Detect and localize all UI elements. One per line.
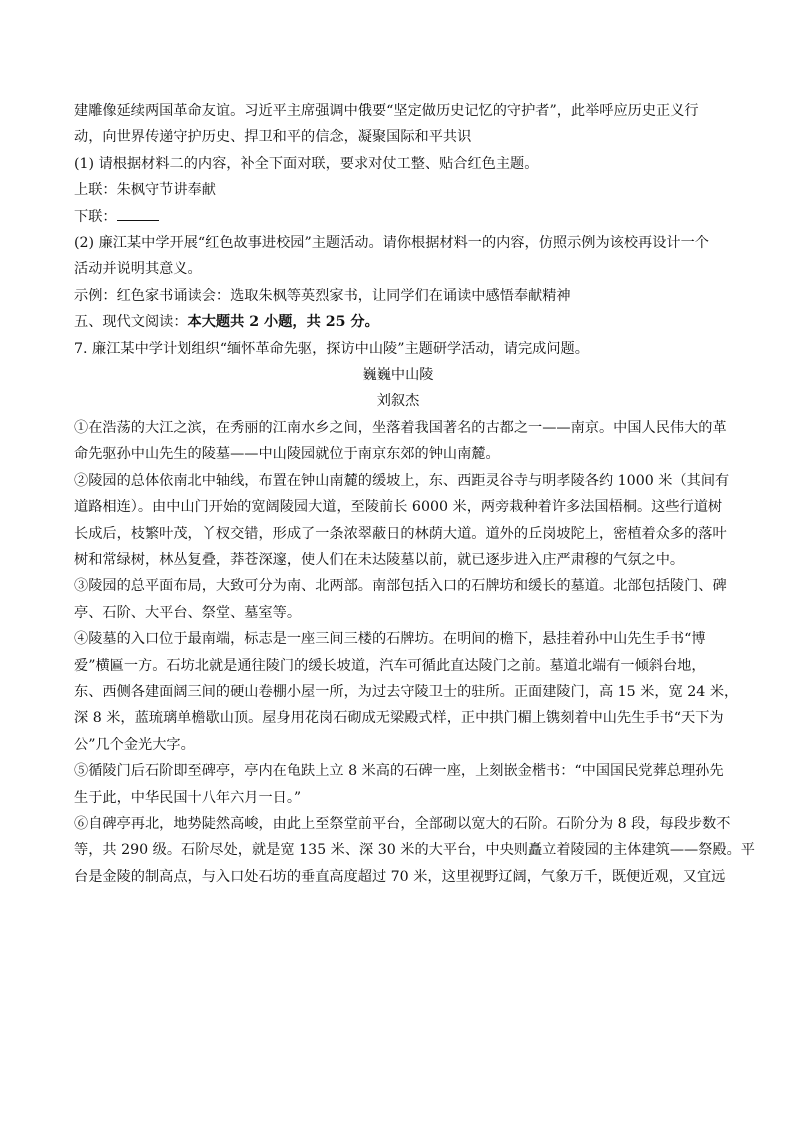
article-line: 等，共 290 级。石阶尽处，就是宽 135 米、深 30 米的大平台，中央则矗立着陵园的主体建筑——祭殿。平 xyxy=(74,842,755,859)
article-line: 道路相连）。由中山门开始的宽阔陵园大道，至陵前长 6000 米，两旁栽种着许多法国梧桐。这些行道树 xyxy=(74,499,723,516)
article-line: ④陵墓的入口位于最南端，标志是一座三间三楼的石牌坊。在明间的檐下，悬挂着孙中山先生手书“博 xyxy=(74,631,706,648)
article-line: 东、西侧各建面阔三间的硬山卷棚小屋一所，为过去守陵卫士的驻所。正面建陵门，高 15 米，宽 24 米， xyxy=(74,683,739,700)
section-heading xyxy=(74,309,722,335)
article-line: 深 8 米，蓝琉璃单檐歇山顶。屋身用花岗石砌成无梁殿式样，正中拱门楣上镌刻着中山先生手书“天下为 xyxy=(74,710,724,727)
article-line: 公”几个金光大字。 xyxy=(74,736,195,753)
article-line: 生于此，中华民国十八年六月一日。” xyxy=(74,789,302,806)
article-line: 爱”横匾一方。石坊北就是通往陵门的缓长坡道，汽车可循此直达陵门之前。墓道北端有一倾斜台地， xyxy=(74,657,706,674)
article-line: ⑥自碑亭再北，地势陡然高峻，由此上至祭堂前平台，全部砌以宽大的石阶。石阶分为 8 段，每段步数不 xyxy=(74,815,731,832)
article-line: 长成后，枝繁叶茂，丫杈交错，形成了一条浓翠蔽日的林荫大道。道外的丘岗坡陀上，密植着众多的落叶 xyxy=(74,525,727,542)
article-line: 树和常绿树，林丛复叠，莽苍深邃，使人们在未达陵墓以前，就已逐步进入庄严肃穆的气氛之中。 xyxy=(74,551,685,568)
article-line: 台是金陵的制高点，与入口处石坊的垂直高度超过 70 米，这里视野辽阔，气象万千，既便近观，又宜远 xyxy=(74,868,726,885)
section-heading-label: 五、现代文阅读： xyxy=(74,314,188,331)
article-line: ③陵园的总平面布局，大致可分为南、北两部。南部包括入口的石牌坊和缓长的墓道。北部包括陵门、碑 xyxy=(74,578,727,595)
material-text-line: 动，向世界传递守护历史、捍卫和平的信念，凝聚国际和平共识 xyxy=(74,129,472,146)
answer-blank[interactable] xyxy=(117,207,159,221)
article-line: ⑤循陵门后石阶即至碑亭，亭内在龟趺上立 8 米高的石碑一座，上刻嵌金楷书：“中国国民党葬总理孙先 xyxy=(74,763,724,780)
couplet-lower-label: 下联： xyxy=(74,208,117,225)
question-2-prompt: (2) 廉江某中学开展“红色故事进校园”主题活动。请你根据材料一的内容，仿照示例为该校再设计一个 xyxy=(74,235,709,252)
article-title: 巍巍中山陵 xyxy=(362,367,434,384)
article-author: 刘叙杰 xyxy=(376,393,420,410)
couplet-lower xyxy=(74,204,722,230)
article-line: ②陵园的总体依南北中轴线，布置在钟山南麓的缓坡上，东、西距灵谷寺与明孝陵各约 1000 米（其间有 xyxy=(74,472,730,489)
couplet-upper: 上联：朱枫守节讲奉献 xyxy=(74,182,216,199)
question-2-example: 示例：红色家书诵读会：选取朱枫等英烈家书，让同学们在诵读中感悟奉献精神 xyxy=(74,287,571,304)
article-line: ①在浩荡的大江之滨，在秀丽的江南水乡之间，坐落着我国著名的古都之一——南京。中国人民伟大的革 xyxy=(74,419,727,436)
question-7-prompt: 7. 廉江某中学计划组织“缅怀革命先驱，探访中山陵”主题研学活动，请完成问题。 xyxy=(74,340,589,357)
section-heading-detail: 本大题共 2 小题，共 25 分。 xyxy=(187,314,379,331)
article-line: 亭、石阶、大平台、祭堂、墓室等。 xyxy=(74,604,302,621)
material-text-line: 建雕像延续两国革命友谊。习近平主席强调中俄要“坚定做历史记忆的守护者”，此举呼应历史正义行 xyxy=(74,103,699,119)
question-1-prompt: (1) 请根据材料二的内容，补全下面对联，要求对仗工整、贴合红色主题。 xyxy=(74,155,539,172)
article-line: 命先驱孙中山先生的陵墓——中山陵园就位于南京东郊的钟山南麓。 xyxy=(74,446,500,463)
question-2-prompt-continued: 活动并说明其意义。 xyxy=(74,261,202,278)
